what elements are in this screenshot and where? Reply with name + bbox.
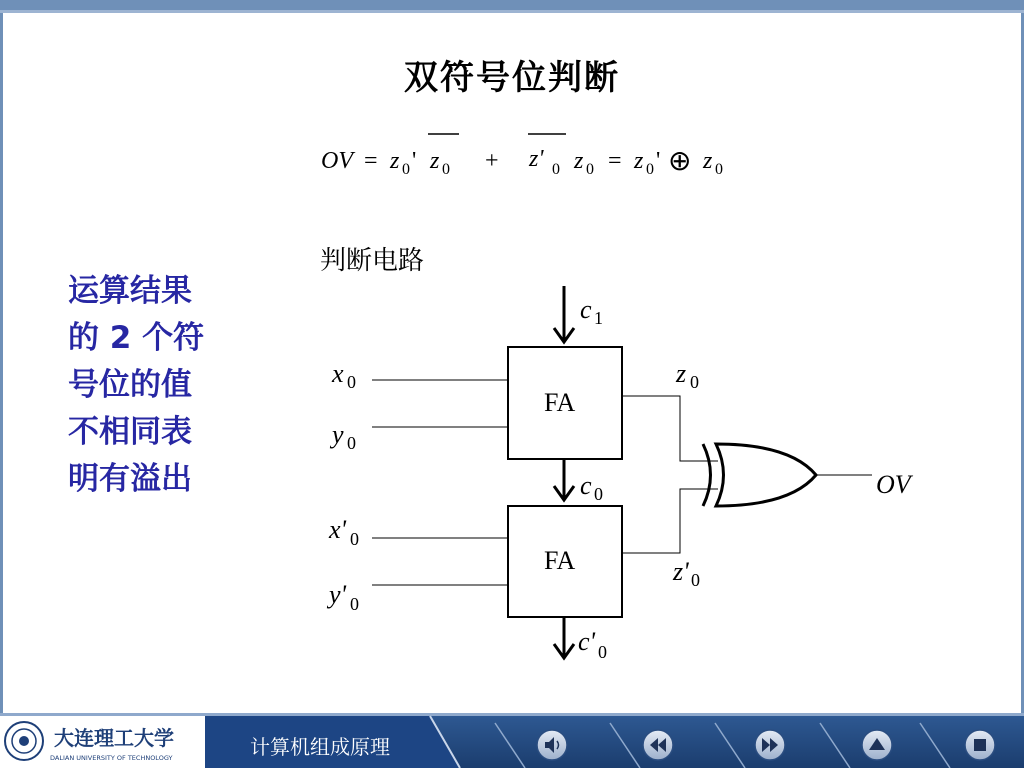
c1-sub: 1 <box>594 308 603 328</box>
formula-plus: + <box>485 148 499 174</box>
xor-gate-body <box>716 444 816 506</box>
xor-symbol: ⊕ <box>668 146 692 177</box>
formula-z0pbar-sub: 0 <box>552 161 560 178</box>
y0-label: y <box>332 420 344 449</box>
formula-eq: = <box>364 148 378 174</box>
formula-z0bar-sub: 0 <box>442 161 450 178</box>
z0p-wire <box>622 489 718 553</box>
footer-bar <box>0 713 1024 768</box>
formula-z0b-sub: 0 <box>715 161 723 178</box>
formula-z0p2-sub: 0 <box>646 161 654 178</box>
formula-z0p-prime: ' <box>412 148 417 174</box>
xor-gate-back-curve <box>703 444 711 506</box>
fa-top-label: FA <box>544 388 576 417</box>
side-note-line: 运算结果 <box>68 273 192 309</box>
side-note-line: 的 2 个符 <box>68 320 205 356</box>
z0-sub: 0 <box>690 372 699 392</box>
fa-bottom-label: FA <box>544 546 576 575</box>
ov-label: OV <box>876 470 911 499</box>
course-title: 计算机组成原理 <box>250 735 390 759</box>
x0-sub: 0 <box>347 372 356 392</box>
formula-z0b-var: z <box>703 148 713 174</box>
circuit <box>372 286 872 658</box>
slide-title: 双符号位判断 <box>404 58 620 98</box>
rewind-icon[interactable] <box>643 730 673 760</box>
c0p-label: c' <box>578 627 596 656</box>
sound-icon[interactable] <box>537 730 567 760</box>
formula-z0p-var: z <box>390 148 400 174</box>
z0-label: z <box>676 359 687 388</box>
x0p-sub: 0 <box>350 529 359 549</box>
side-note-line: 明有溢出 <box>68 461 192 497</box>
formula-z0pbar-var: z' <box>529 146 544 172</box>
circuit-subtitle: 判断电路 <box>320 246 425 276</box>
formula-z0-sub: 0 <box>586 161 594 178</box>
side-note-line: 号位的值 <box>68 367 192 403</box>
x0p-label: x' <box>329 515 347 544</box>
z0-wire <box>622 396 718 461</box>
c0p-sub: 0 <box>598 642 607 662</box>
fast-forward-icon[interactable] <box>755 730 785 760</box>
formula-z0p2-prime: ' <box>656 148 661 174</box>
y0p-label: y' <box>329 580 347 609</box>
z0p-label: z' <box>673 557 689 586</box>
overflow-formula <box>321 134 723 178</box>
formula-z0bar-var: z <box>430 148 440 174</box>
c1-label: c <box>580 295 592 324</box>
university-name-cn: 大连理工大学 <box>54 726 174 750</box>
up-icon[interactable] <box>862 730 892 760</box>
y0-sub: 0 <box>347 433 356 453</box>
formula-ov: OV <box>321 148 353 174</box>
y0p-sub: 0 <box>350 594 359 614</box>
z0p-sub: 0 <box>691 570 700 590</box>
side-note-line: 不相同表 <box>68 414 192 450</box>
stop-icon[interactable] <box>965 730 995 760</box>
formula-z0p-sub: 0 <box>402 161 410 178</box>
formula-eq2: = <box>608 148 622 174</box>
c0-label: c <box>580 471 592 500</box>
formula-z0-var: z <box>574 148 584 174</box>
university-name-en: DALIAN UNIVERSITY OF TECHNOLOGY <box>50 754 173 762</box>
formula-z0p2-var: z <box>634 148 644 174</box>
c0-sub: 0 <box>594 484 603 504</box>
x0-label: x <box>332 359 344 388</box>
